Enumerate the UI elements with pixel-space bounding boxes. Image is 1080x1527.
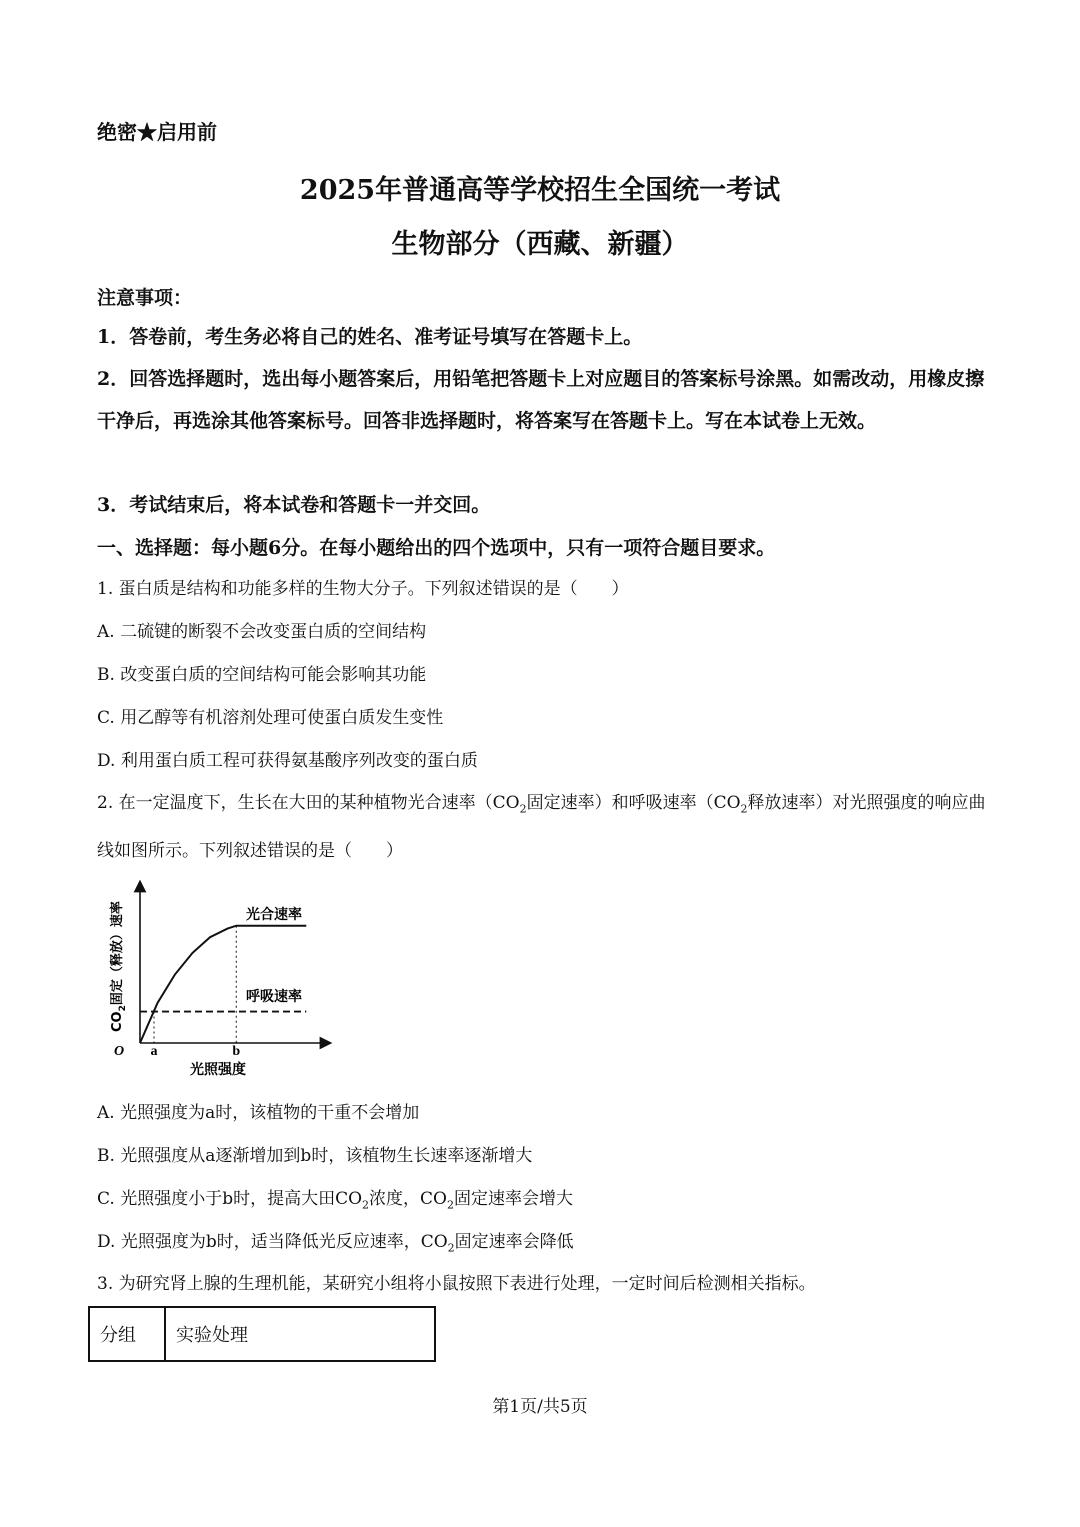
question-2-option-a: A. 光照强度为a时，该植物的干重不会增加 <box>97 1103 420 1123</box>
table-header-treatment: 实验处理 <box>165 1307 435 1361</box>
question-2-stem: 2. 在一定温度下，生长在大田的某种植物光合速率（$CO_2$固定速率）和呼吸速率（$CO_2$释放速率）对光照强度的响应曲线如图所示。下列叙述错误的是（ ） <box>97 793 986 862</box>
question-1-option-d: D. 利用蛋白质工程可获得氨基酸序列改变的蛋白质 <box>97 751 478 771</box>
question-2-option-b: B. 光照强度从a逐渐增加到b时，该植物生长速率逐渐增大 <box>97 1146 533 1166</box>
x-axis-label: 光照强度 <box>190 1062 246 1078</box>
note-item-3: 3．考试结束后，将本试卷和答题卡一并交回。 <box>97 494 491 516</box>
confidential-mark: 绝密★启用前 <box>97 120 217 144</box>
question-2-option-c: C. 光照强度小于b时，提高大田$CO_2$浓度，$CO_2$固定速率会增大 <box>97 1189 573 1212</box>
page-footer: 第1页/共5页 <box>492 1397 588 1417</box>
question-3-stem: 3. 为研究肾上腺的生理机能，某研究小组将小鼠按照下表进行处理，一定时间后检测相关指标。 <box>97 1274 816 1294</box>
y-axis-label: $CO_2$固定（释放）速率 <box>110 901 128 1032</box>
photosynthesis-curve <box>140 926 306 1043</box>
experiment-table <box>88 1306 436 1362</box>
notes-heading: 注意事项： <box>97 287 193 309</box>
photosynthesis-label: 光合速率 <box>246 907 302 923</box>
exam-title: 2025年普通高等学校招生全国统一考试 <box>299 175 781 206</box>
table-header-group: 分组 <box>89 1307 165 1361</box>
section-heading: 一、选择题：每小题6分。在每小题给出的四个选项中，只有一项符合题目要求。 <box>97 537 776 559</box>
question-1-option-b: B. 改变蛋白质的空间结构可能会影响其功能 <box>97 665 427 685</box>
table-row <box>89 1307 435 1361</box>
note-item-1: 1．答卷前，考生务必将自己的姓名、准考证号填写在答题卡上。 <box>97 326 643 348</box>
x-mark-a: a <box>150 1044 158 1059</box>
question-1-option-a: A. 二硫键的断裂不会改变蛋白质的空间结构 <box>97 622 427 642</box>
respiration-label: 呼吸速率 <box>246 989 302 1005</box>
note-item-2: 2．回答选择题时，选出每小题答案后，用铅笔把答题卡上对应题目的答案标号涂黑。如需改动，用橡皮擦干净后，再选涂其他答案标号。回答非选择题时，将答案写在答题卡上。写在本试卷上无效。 <box>97 368 985 432</box>
x-mark-b: b <box>232 1044 241 1059</box>
origin-label: O <box>114 1044 125 1059</box>
question-2-option-d: D. 光照强度为b时，适当降低光反应速率，$CO_2$固定速率会降低 <box>97 1232 574 1255</box>
question-1-stem: 1. 蛋白质是结构和功能多样的生物大分子。下列叙述错误的是（ ） <box>97 579 629 599</box>
exam-subtitle: 生物部分（西藏、新疆） <box>391 229 689 260</box>
question-1-option-c: C. 用乙醇等有机溶剂处理可使蛋白质发生变性 <box>97 708 444 728</box>
rate-chart <box>100 880 335 1085</box>
